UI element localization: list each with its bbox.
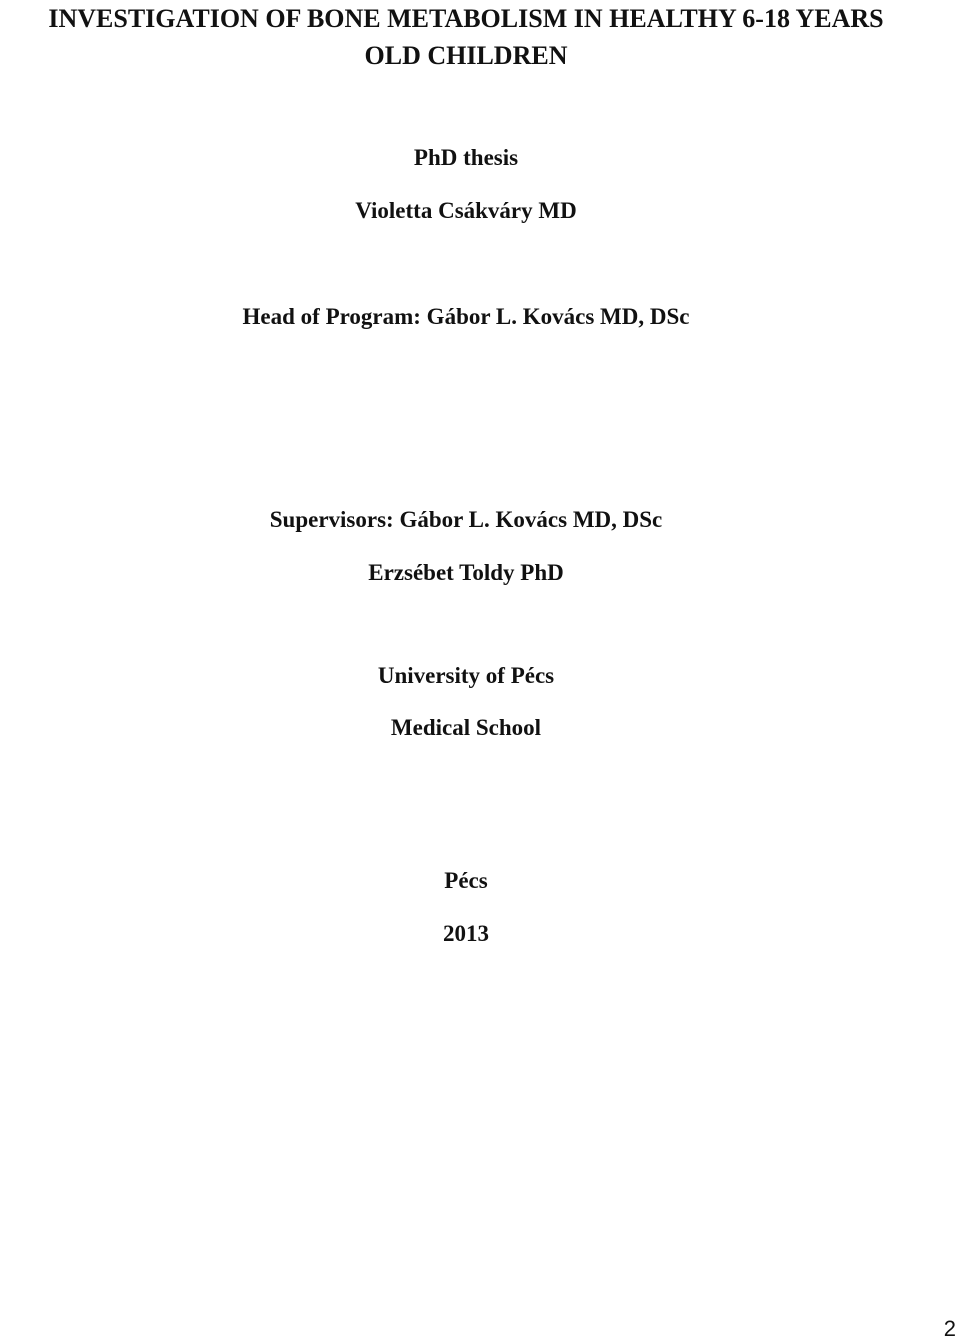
head-of-program: Head of Program: Gábor L. Kovács MD, DSc (242, 304, 690, 329)
thesis-title-line-2: OLD CHILDREN (364, 41, 568, 70)
page-number: 2 (943, 1316, 956, 1341)
author: Violetta Csákváry MD (355, 198, 577, 223)
city: Pécs (444, 868, 488, 893)
supervisors-line-2: Erzsébet Toldy PhD (368, 560, 564, 585)
medical-school: Medical School (390, 715, 542, 740)
university: University of Pécs (377, 663, 555, 688)
thesis-title (0, 0, 932, 74)
supervisors-line-1: Supervisors: Gábor L. Kovács MD, DSc (269, 507, 663, 532)
thesis-type: PhD thesis (413, 145, 519, 170)
year: 2013 (443, 921, 489, 946)
thesis-title-line-1: INVESTIGATION OF BONE METABOLISM IN HEALTHY 6-18 YEARS (48, 4, 884, 33)
